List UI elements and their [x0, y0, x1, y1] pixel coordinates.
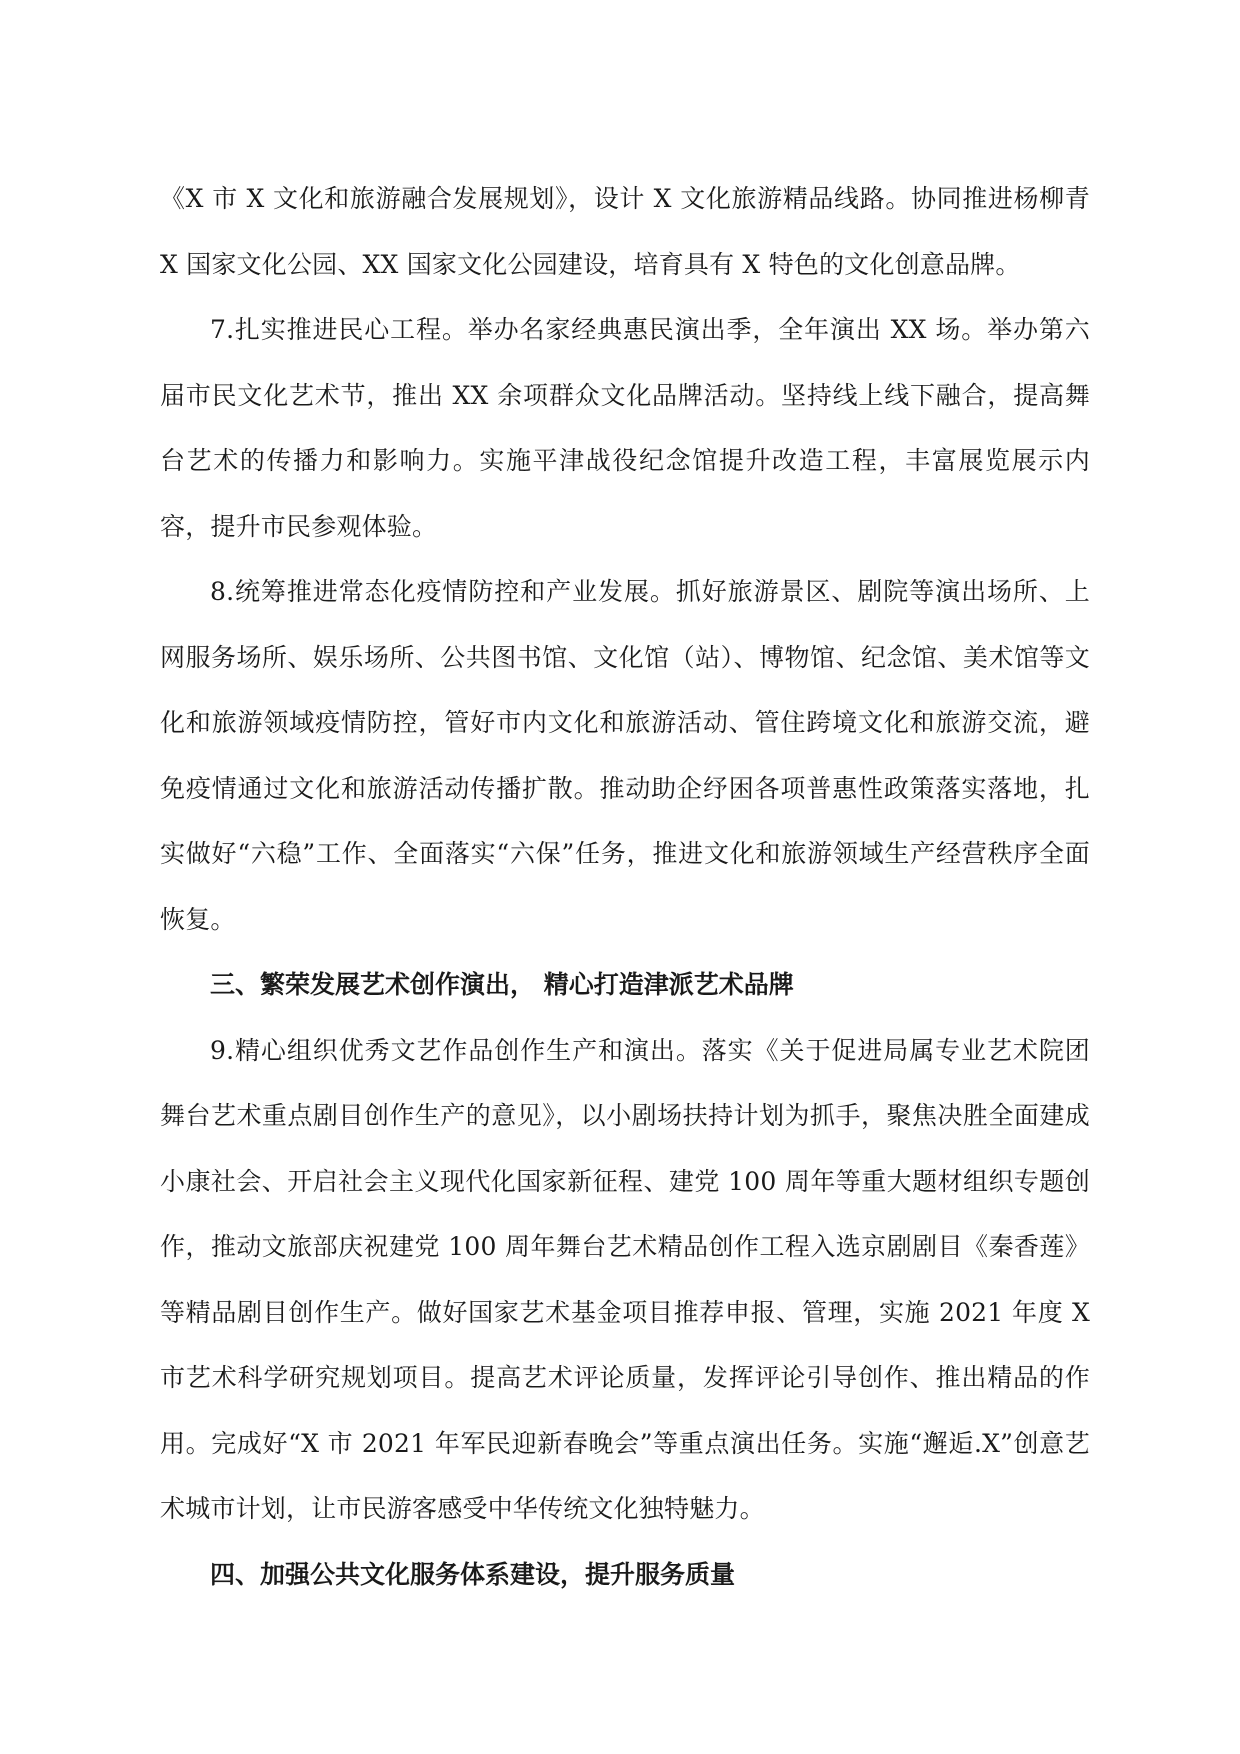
paragraph-item-9: 9.精心组织优秀文艺作品创作生产和演出。落实《关于促进局属专业艺术院团舞台艺术重点剧目创作生产的意见》，以小剧场扶持计划为抓手，聚焦决胜全面建成小康社会、开启社会主义现代化国家新征程、建党 100 周年等重大题材组织专题创作，推动文旅部庆祝建党 100 周年舞台艺术精品创作工程入选京剧剧目《秦香莲》等精品剧目创作生产。做好国家艺术基金项目推荐申报、管理，实施 2021 年度 X 市艺术科学研究规划项目。提高艺术评论质量，发挥评论引导创作、推出精品的作用。完成好“X 市 2021 年军民迎新春晚会”等重点演出任务。实施“邂逅.X”创意艺术城市计划，让市民游客感受中华传统文化独特魅力。: [160, 1035, 1090, 1523]
paragraph-item-8: 8.统筹推进常态化疫情防控和产业发展。抓好旅游景区、剧院等演出场所、上网服务场所、娱乐场所、公共图书馆、文化馆（站）、博物馆、纪念馆、美术馆等文化和旅游领域疫情防控，管好市内文化和旅游活动、管住跨境文化和旅游交流，避免疫情通过文化和旅游活动传播扩散。推动助企纾困各项普惠性政策落实落地，扎实做好“六稳”工作、全面落实“六保”任务，推进文化和旅游领域生产经营秩序全面恢复。: [160, 577, 1090, 934]
paragraph-continued: 《X 市 X 文化和旅游融合发展规划》，设计 X 文化旅游精品线路。协同推进杨柳青 X 国家文化公园、XX 国家文化公园建设，培育具有 X 特色的文化创意品牌。: [160, 184, 1090, 279]
document-page: [160, 166, 1090, 1607]
paragraph-item-7: 7.扎实推进民心工程。举办名家经典惠民演出季，全年演出 XX 场。举办第六届市民文化艺术节，推出 XX 余项群众文化品牌活动。坚持线上线下融合，提高舞台艺术的传播力和影响力。实施平津战役纪念馆提升改造工程，丰富展览展示内容，提升市民参观体验。: [160, 315, 1090, 541]
section-heading-4: 四、加强公共文化服务体系建设，提升服务质量: [210, 1559, 736, 1589]
section-heading-3: 三、繁荣发展艺术创作演出， 精心打造津派艺术品牌: [210, 970, 794, 999]
